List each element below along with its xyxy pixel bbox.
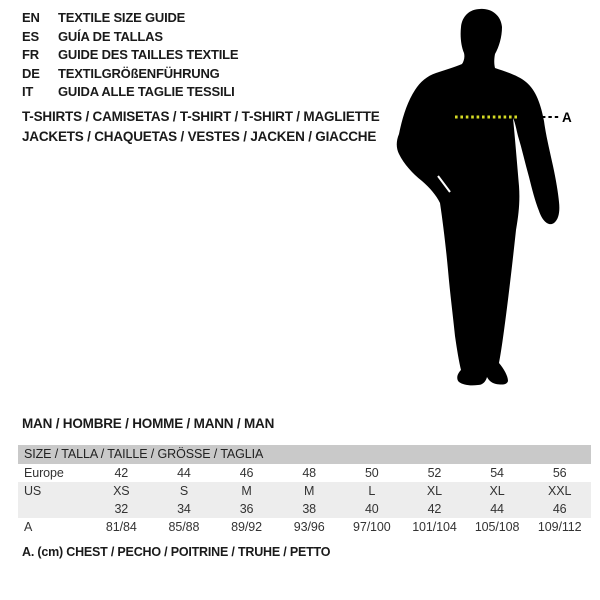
language-code: EN — [22, 10, 40, 25]
size-value: M — [304, 484, 315, 498]
size-value: 97/100 — [352, 520, 391, 534]
size-value: 105/108 — [474, 520, 520, 534]
size-value: 38 — [302, 502, 317, 516]
row-label — [18, 500, 90, 518]
size-value: 54 — [490, 466, 504, 480]
section-title-man: MAN / HOMBRE / HOMME / MANN / MAN — [22, 416, 275, 431]
table-row-us — [18, 482, 591, 500]
language-row-fr — [22, 46, 238, 65]
language-title: GUIDE DES TAILLES TEXTILE — [58, 47, 239, 62]
size-value: 101/104 — [412, 520, 457, 534]
size-value: L — [368, 484, 376, 498]
size-value: XS — [113, 484, 130, 498]
measure-label-a: A — [562, 110, 572, 125]
size-value: 89/92 — [231, 520, 262, 534]
size-value: 52 — [427, 466, 442, 480]
category-tshirts: T-SHIRTS / CAMISETAS / T-SHIRT / T-SHIRT / MAGLIETTE — [22, 109, 380, 124]
size-value: XL — [426, 484, 442, 498]
row-label: US — [24, 484, 42, 498]
man-silhouette-path — [397, 9, 560, 385]
language-list — [22, 9, 238, 102]
man-silhouette-figure — [395, 8, 585, 398]
language-row-it — [22, 83, 238, 102]
language-row-es — [22, 28, 238, 47]
size-value: 46 — [239, 466, 254, 480]
size-value: 93/96 — [293, 520, 325, 534]
size-value: 40 — [364, 502, 379, 516]
language-title: GUÍA DE TALLAS — [58, 28, 163, 44]
size-value: 46 — [552, 502, 567, 516]
table-row-europe — [18, 464, 591, 482]
category-list — [22, 107, 380, 146]
row-label: A — [24, 520, 33, 534]
size-value: 36 — [239, 502, 254, 516]
language-row-de — [22, 65, 238, 84]
size-value: 50 — [364, 466, 379, 480]
language-title: TEXTILGRÖßENFÜHRUNG — [58, 65, 220, 81]
size-value: 85/88 — [168, 520, 200, 534]
size-value: 109/112 — [537, 520, 582, 534]
language-title: TEXTILE SIZE GUIDE — [58, 10, 186, 25]
size-value: 44 — [177, 466, 191, 480]
footnote-chest-measure: A. (cm) CHEST / PECHO / POITRINE / TRUHE / PETTO — [22, 545, 331, 559]
language-code: DE — [22, 65, 40, 81]
category-jackets: JACKETS / CHAQUETAS / VESTES / JACKEN / GIACCHE — [22, 128, 377, 144]
row-label: Europe — [24, 466, 64, 480]
size-value: 42 — [427, 502, 442, 516]
size-value: 32 — [114, 502, 129, 516]
size-value: 42 — [114, 466, 129, 480]
size-value: XXL — [548, 484, 572, 498]
man-silhouette-svg — [395, 8, 585, 398]
size-value: 48 — [302, 466, 317, 480]
table-header-size: SIZE / TALLA / TAILLE / GRÖSSE / TAGLIA — [18, 445, 591, 464]
language-row-en — [22, 9, 238, 28]
language-title: GUIDA ALLE TAGLIE TESSILI — [58, 84, 235, 99]
size-value: M — [241, 484, 252, 498]
size-table — [18, 445, 591, 536]
size-value: XL — [489, 484, 505, 498]
language-code: ES — [22, 28, 39, 44]
table-row-numeric — [18, 500, 591, 518]
language-code: FR — [22, 47, 39, 62]
table-row-a-chest — [18, 518, 591, 536]
language-code: IT — [22, 84, 34, 99]
size-value: 34 — [177, 502, 191, 516]
size-value: 81/84 — [105, 520, 137, 534]
size-value: S — [179, 484, 189, 498]
size-value: 56 — [552, 466, 567, 480]
size-value: 44 — [490, 502, 504, 516]
